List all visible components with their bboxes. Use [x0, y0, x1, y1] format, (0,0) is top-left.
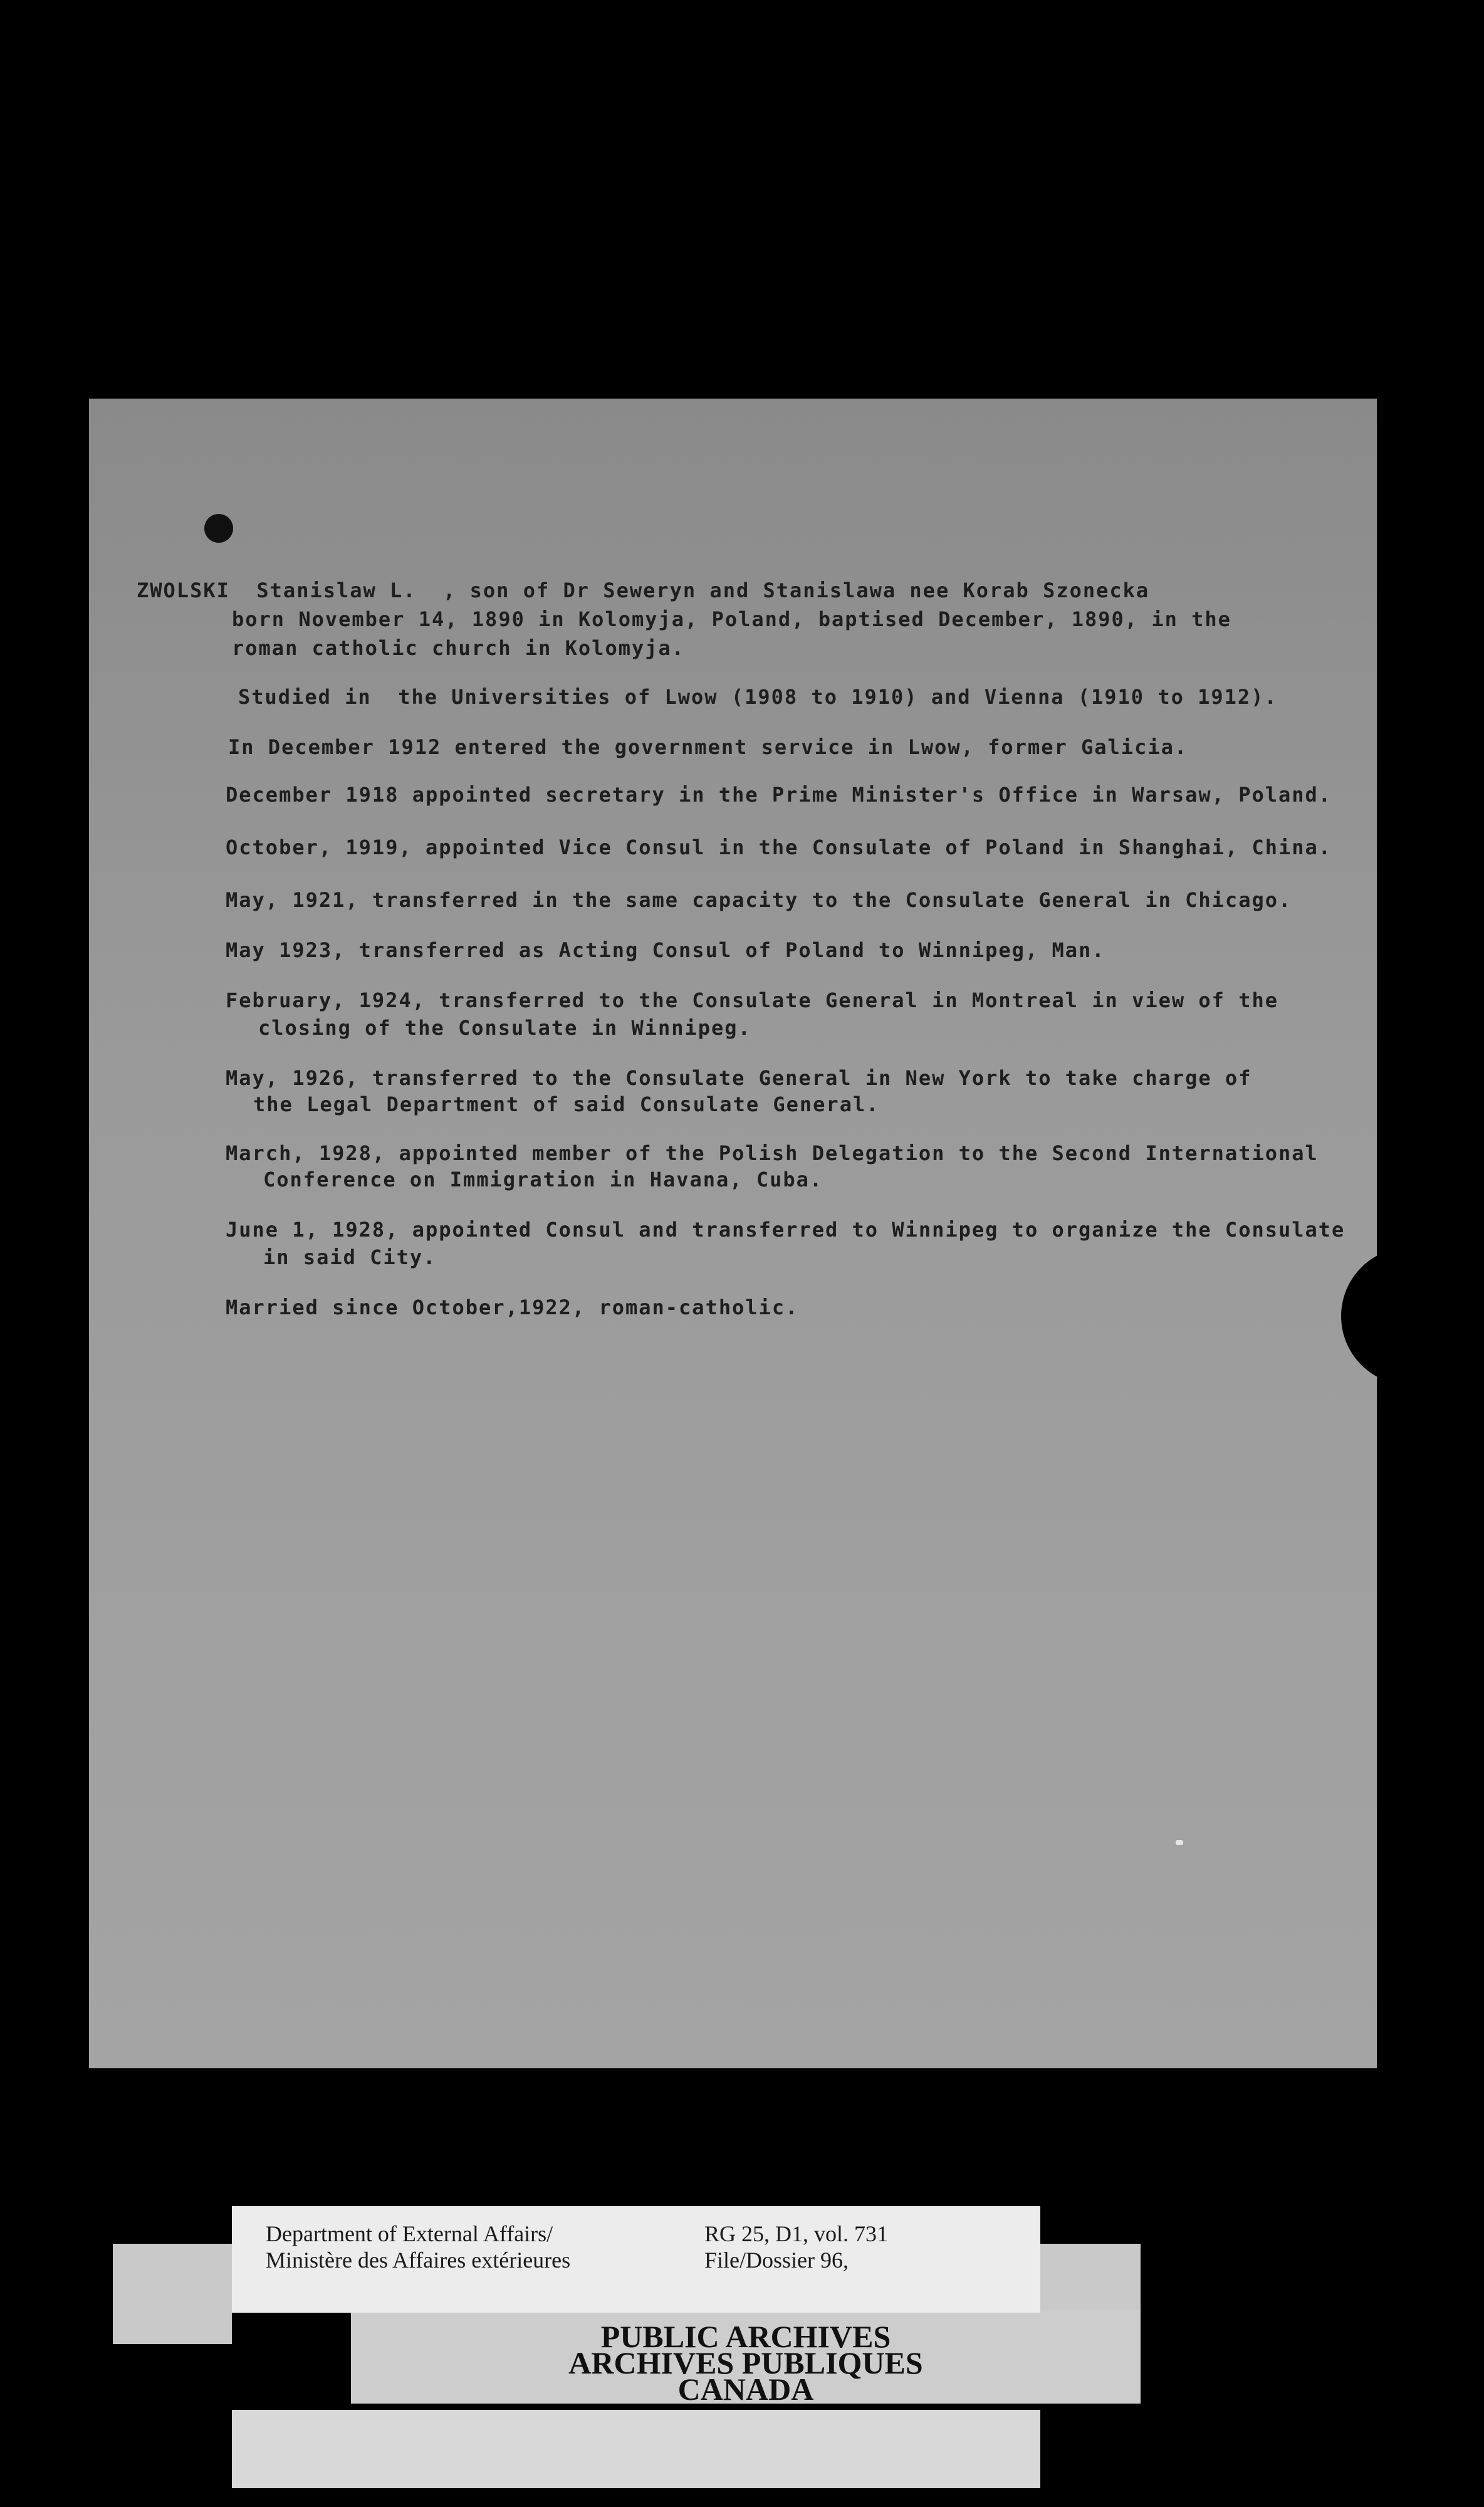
text-line: roman catholic church in Kolomyja. [232, 636, 686, 660]
archive-stamp [351, 2310, 1141, 2407]
department-english: Department of External Affairs/ [266, 2221, 553, 2246]
department-french: Ministère des Affaires extérieures [266, 2248, 571, 2273]
text-line: ZWOLSKI Stanislaw L. , son of Dr Seweryn and Stanislawa nee Korab Szonecka [137, 578, 1150, 602]
text-line: Married since October,1922, roman-catholic. [226, 1295, 799, 1319]
text-line: the Legal Department of said Consulate General. [253, 1092, 880, 1116]
text-line: December 1918 appointed secretary in the Prime Minister's Office in Warsaw, Poland. [226, 783, 1332, 807]
archive-reference-card [232, 2206, 1040, 2313]
stamp-line-3: CANADA [677, 2372, 814, 2407]
text-line: February, 1924, transferred to the Consulate General in Montreal in view of the [226, 988, 1278, 1012]
text-line: In December 1912 entered the government service in Lwow, former Galicia. [228, 735, 1188, 759]
record-group-reference: RG 25, D1, vol. 731 [704, 2221, 889, 2246]
text-line: March, 1928, appointed member of the Polish Delegation to the Second International [226, 1141, 1319, 1165]
punch-hole [204, 514, 233, 543]
text-line: Studied in the Universities of Lwow (1908 to 1910) and Vienna (1910 to 1912). [238, 685, 1278, 709]
text-line: June 1, 1928, appointed Consul and transferred to Winnipeg to organize the Consulate [226, 1218, 1346, 1242]
text-line: May, 1926, transferred to the Consulate General in New York to take charge of [226, 1066, 1252, 1090]
text-line: May 1923, transferred as Acting Consul of Poland to Winnipeg, Man. [226, 938, 1105, 962]
text-line: Conference on Immigration in Havana, Cuba. [263, 1168, 823, 1191]
text-line: October, 1919, appointed Vice Consul in the Consulate of Poland in Shanghai, China. [226, 835, 1332, 859]
text-line: in said City. [263, 1245, 437, 1269]
stamp-line-1: PUBLIC ARCHIVES [600, 2319, 891, 2354]
text-line: closing of the Consulate in Winnipeg. [258, 1016, 751, 1040]
label-bottom-strip [232, 2410, 1040, 2488]
file-reference: File/Dossier 96, [704, 2248, 849, 2273]
text-line: born November 14, 1890 in Kolomyja, Poland, baptised December, 1890, in the [232, 607, 1231, 631]
dust-speck [1176, 1840, 1183, 1845]
stamp-line-2: ARCHIVES PUBLIQUES [568, 2345, 923, 2380]
text-line: May, 1921, transferred in the same capacity to the Consulate General in Chicago. [226, 888, 1292, 912]
label-tab-left [113, 2244, 232, 2344]
